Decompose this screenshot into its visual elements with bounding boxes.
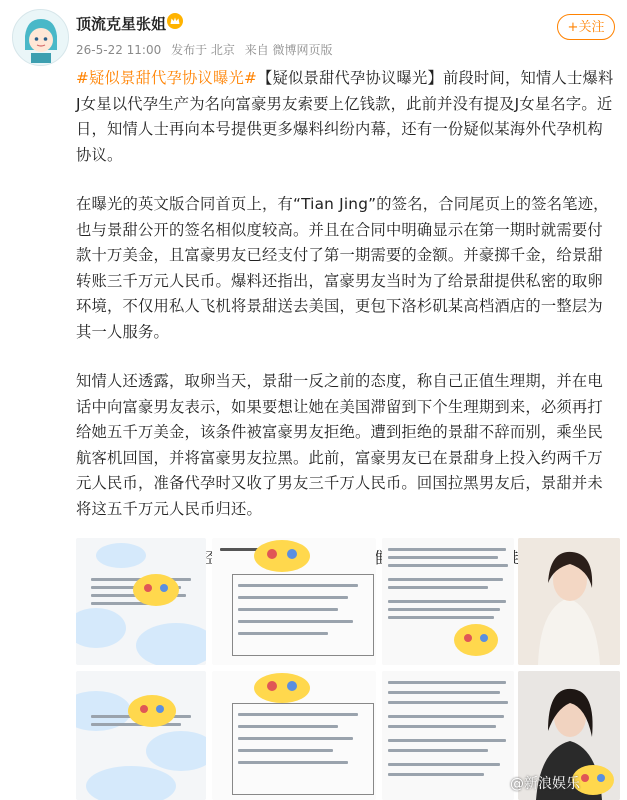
paragraph-text: 【疑似景甜代孕协议曝光】前段时间，知情人士爆料J女星以代孕生产为名向富豪男友索要上亿钱款，此前并没有提及J女星名字。近日，知情人士再向本号提供更多爆料纠纷内幕，还有一份疑似某海外代孕机构协议。: [76, 69, 614, 164]
post-location: 发布于 北京: [171, 43, 235, 57]
post-paragraph-2: 在曝光的英文版合同首页上，有“Tian Jing”的签名，合同尾页上的签名笔迹，也与景甜公开的签名相似度较高。并且在合同中明确显示在第一期时就需要付款十万美金，且富豪男友已经支付了第一期需要的金额。并豪掷千金，给景甜转账三千万元人民币。爆料还指出，富豪男友当时为了给景甜提供私密的取卵环境，不仅用私人飞机将景甜送去美国，更包下洛杉矶某高档酒店的一整层为其一人服务。: [76, 195, 609, 341]
cartoon-sticker-icon: [252, 538, 312, 574]
watermark: @新浪娱乐: [510, 776, 580, 792]
post-body: [76, 66, 616, 596]
post-client: 来自 微博网页版: [244, 43, 333, 57]
avatar-illustration: [13, 10, 68, 65]
post-meta: [76, 41, 339, 58]
vip-crown-icon: [167, 13, 183, 29]
post-paragraph-3: 知情人还透露，取卵当天，景甜一反之前的态度，称自己正值生理期，并在电话中向富豪男友表示，如果要想让她在美国滞留到下个生理期到来，必须再打给她五千万美金，该条件被富豪男友拒绝。遭到拒绝的景甜不辞而别，乘坐民航客机回国，并将富豪男友拉黑。此前，富豪男友已在景甜身上投入约两千万元人民币，准备代孕时又收了男友三千万人民币。回国拉黑男友后，景甜并未将这五千万元人民币归还。: [76, 372, 603, 518]
image-surrogacy-agreement-cover[interactable]: [76, 538, 206, 665]
cartoon-sticker-icon: [452, 618, 500, 658]
portrait-photo-icon: [518, 538, 620, 665]
avatar[interactable]: [12, 9, 69, 66]
image-payment-table-zh[interactable]: [212, 671, 376, 800]
image-agreement-text[interactable]: [382, 538, 514, 665]
cartoon-sticker-icon: [131, 568, 181, 608]
image-payment-table[interactable]: [212, 538, 376, 665]
image-gallery: [76, 538, 620, 800]
image-photo-woman-1[interactable]: [518, 538, 620, 665]
cartoon-sticker-icon: [252, 671, 312, 705]
post-paragraph-1: [76, 66, 616, 168]
image-agreement-page-2[interactable]: [76, 671, 206, 800]
hashtag-link[interactable]: #疑似景甜代孕协议曝光#: [76, 69, 258, 87]
cartoon-sticker-icon: [126, 689, 178, 729]
username[interactable]: 顶流克星张姐: [76, 15, 167, 33]
follow-button[interactable]: +关注: [557, 14, 615, 40]
image-agreement-text-zh[interactable]: [382, 671, 514, 800]
post-timestamp[interactable]: 26-5-22 11:00: [76, 43, 162, 57]
